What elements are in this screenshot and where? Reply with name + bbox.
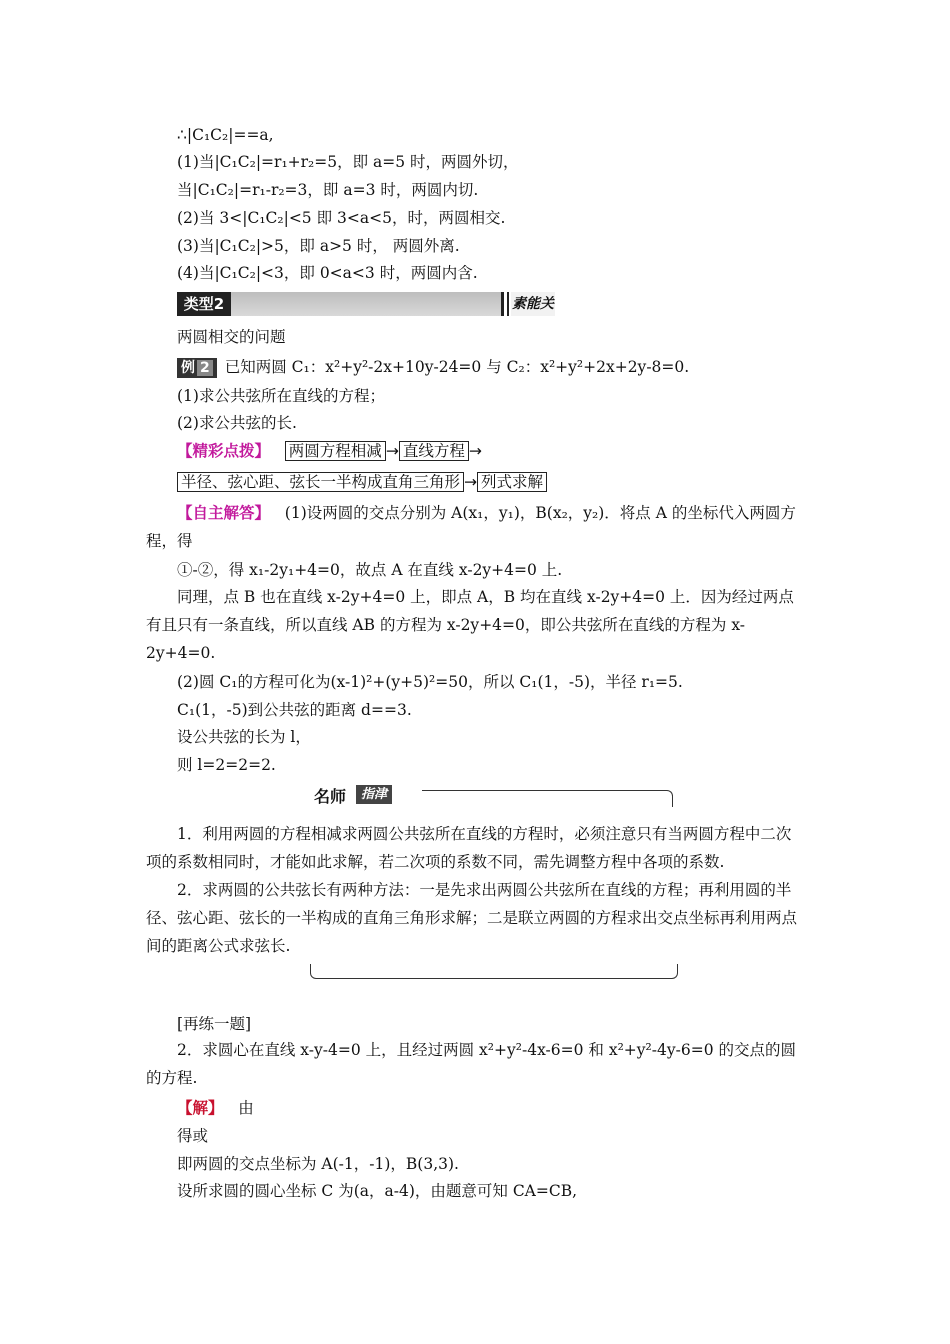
text-line: 当|C₁C₂|=r₁-r₂=3，即 a=3 时，两圆内切.	[177, 181, 479, 199]
text-line: (3)当|C₁C₂|>5，即 a>5 时， 两圆外离.	[177, 237, 460, 255]
practice-s2: 得或	[177, 1127, 209, 1145]
question-2: (2)求公共弦的长.	[177, 414, 297, 432]
practice-question: 2．求圆心在直线 x-y-4=0 上，且经过两圆 x²+y²-4x-6=0 和 x²+y²-4y-6=0 的交点的圆的方程.	[146, 1041, 796, 1087]
tip-guide: 指津	[356, 785, 392, 804]
hint-tag: 【精彩点拨】	[177, 441, 271, 460]
solution-tag: 【自主解答】	[177, 503, 271, 522]
solution-p4: (2)圆 C₁的方程可化为(x-1)²+(y+5)²=50，所以 C₁(1，-5)，半径 r₁=5.	[177, 673, 683, 691]
solution-p1: 【自主解答】 (1)设两圆的交点分别为 A(x₁，y₁)，B(x₂，y₂)．将点 A 的坐标代入两圆方程，得	[146, 503, 796, 550]
section-title: 两圆相交的问题	[177, 328, 286, 346]
practice-s4: 设所求圆的圆心坐标 C 为(a，a-4)，由题意可知 CA=CB,	[177, 1182, 578, 1200]
hint-step-2: 直线方程	[399, 441, 469, 461]
hint-step-1: 两圆方程相减	[285, 441, 386, 461]
hint-line-1	[177, 441, 482, 461]
solution-p3: 同理，点 B 也在直线 x-2y+4=0 上，即点 A，B 均在直线 x-2y+4=0 上．因为经过两点有且只有一条直线，所以直线 AB 的方程为 x-2y+4=0，即公共弦所在直线的方程为 x-2y+4=0.	[146, 588, 794, 662]
solution-p6: 设公共弦的长为 l，	[177, 728, 311, 746]
practice-s3: 即两圆的交点坐标为 A(-1，-1)，B(3,3).	[177, 1155, 459, 1173]
banner-bars	[501, 292, 509, 316]
practice-solution-start: 【解】 由	[177, 1098, 254, 1117]
tip-name: 名师	[314, 787, 347, 806]
solution-p7: 则 l=2=2=2.	[177, 756, 276, 774]
hint-step-3: 半径、弦心距、弦长一半构成直角三角形	[177, 472, 464, 492]
example-line	[177, 357, 689, 378]
banner-tail: 素能关	[511, 292, 555, 316]
hint-step-4: 列式求解	[477, 472, 547, 492]
arrow-icon: →	[385, 442, 399, 460]
question-1: (1)求公共弦所在直线的方程；	[177, 387, 385, 405]
tip-rule	[422, 790, 673, 807]
banner-fill	[231, 292, 501, 316]
type-banner	[177, 292, 555, 316]
text-line: (2)当 3<|C₁C₂|<5 即 3<a<5，时，两圆相交.	[177, 209, 506, 227]
practice-tag: 【解】	[177, 1098, 224, 1117]
example-text: 已知两圆 C₁：x²+y²-2x+10y-24=0 与 C₂：x²+y²+2x+2y-8=0.	[224, 358, 690, 376]
arrow-icon: →	[468, 442, 482, 460]
practice-heading: [再练一题]	[177, 1015, 252, 1033]
text-line: (4)当|C₁C₂|<3，即 0<a<3 时，两圆内含.	[177, 264, 478, 282]
tip-header	[310, 782, 676, 810]
arrow-icon: →	[464, 473, 478, 491]
solution-p5: C₁(1，-5)到公共弦的距离 d==3.	[177, 701, 412, 719]
tip-2: 2．求两圆的公共弦长有两种方法：一是先求出两圆公共弦所在直线的方程；再利用圆的半径、弦心距、弦长的一半构成的直角三角形求解；二是联立两圆的方程求出交点坐标再利用两点间的距离公式求弦长.	[146, 881, 798, 955]
example-label: 例 2	[177, 358, 217, 378]
tip-footer	[310, 964, 678, 979]
hint-line-2	[177, 472, 547, 492]
text-line: (1)当|C₁C₂|=r₁+r₂=5，即 a=5 时，两圆外切，	[177, 153, 519, 171]
text-line: ∴|C₁C₂|==a,	[177, 126, 274, 144]
tip-1: 1．利用两圆的方程相减求两圆公共弦所在直线的方程时，必须注意只有当两圆方程中二次项的系数相同时，才能如此求解，若二次项的系数不同，需先调整方程中各项的系数.	[146, 825, 792, 871]
banner-label: 类型2	[177, 292, 231, 316]
solution-p2: ①-②，得 x₁-2y₁+4=0，故点 A 在直线 x-2y+4=0 上.	[177, 561, 563, 579]
